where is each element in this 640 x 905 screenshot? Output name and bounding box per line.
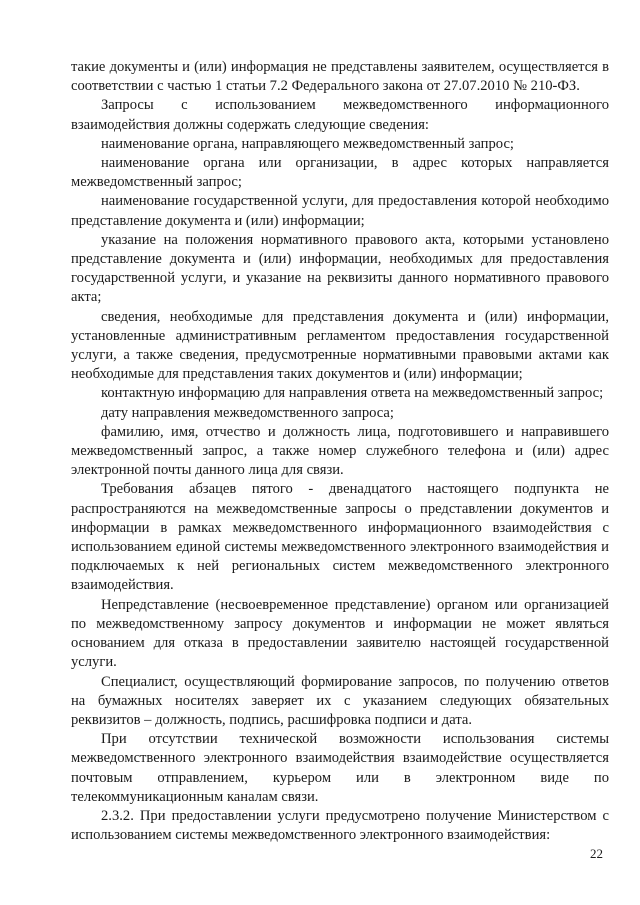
paragraph: Требования абзацев пятого - двенадцатого настоящего подпункта не распространяются на межведомственные запросы о представлении документов и информации в рамках межведомственного информационного взаимодействия с использованием единой системы межведомственного электронного взаимодействия и подключаемых к ней региональных систем межведомственного электронного взаимодействия. xyxy=(71,481,609,594)
paragraph: Запросы с использованием межведомственного информационного взаимодействия должны содержать следующие сведения: xyxy=(71,97,609,133)
paragraph: 2.3.2. При предоставлении услуги предусмотрено получение Министерством с использованием системы межведомственного электронного взаимодействия: xyxy=(71,807,609,844)
document-body xyxy=(71,58,609,845)
paragraph: указание на положения нормативного правового акта, которыми установлено представление документа и (или) информации, необходимых для предоставления государственной услуги, и указание на реквизиты данного нормативного правового акта; xyxy=(71,231,609,306)
paragraph: Непредставление (несвоевременное представление) органом или организацией по межведомственному запросу документов и информации не может являться основанием для отказа в предоставлении заявителю настоящей государственной услуги. xyxy=(71,596,609,671)
paragraph: наименование органа, направляющего межведомственный запрос; xyxy=(101,135,514,152)
page-number: 22 xyxy=(590,846,603,861)
paragraph: наименование органа или организации, в адрес которых направляется межведомственный запрос; xyxy=(71,155,609,191)
paragraph: фамилию, имя, отчество и должность лица, подготовившего и направившего межведомственный запрос, а также номер служебного телефона и (или) адрес электронной почты данного лица для связи. xyxy=(71,423,609,479)
paragraph: дату направления межведомственного запроса; xyxy=(101,404,394,421)
paragraph: контактную информацию для направления ответа на межведомственный запрос; xyxy=(101,385,604,402)
paragraph: При отсутствии технической возможности использования системы межведомственного электронного взаимодействия взаимодействие осуществляется почтовым отправлением, курьером или в электронном виде по телекоммуникационным каналам связи. xyxy=(71,731,609,805)
paragraph: сведения, необходимые для представления документа и (или) информации, установленные административным регламентом предоставления государственной услуги, а также сведения, предусмотренные нормативными правовыми актами как необходимые для представления таких документов и (или) информации; xyxy=(71,308,609,383)
paragraph: наименование государственной услуги, для предоставления которой необходимо представление документа и (или) информации; xyxy=(71,193,609,229)
paragraph: такие документы и (или) информация не представлены заявителем, осуществляется в соответствии с частью 1 статьи 7.2 Федерального закона от 27.07.2010 № 210-ФЗ. xyxy=(71,59,609,95)
paragraph: Специалист, осуществляющий формирование запросов, по получению ответов на бумажных носителях заверяет их с указанием следующих обязательных реквизитов – должность, подпись, расшифровка подписи и дата. xyxy=(71,673,609,728)
